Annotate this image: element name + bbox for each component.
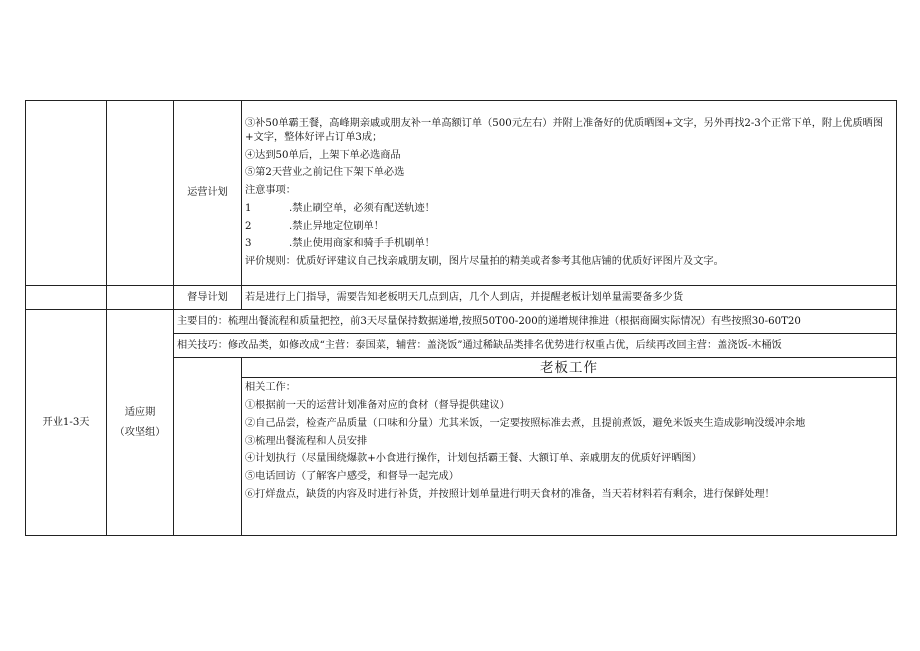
- supervision-plan-text: 若是进行上门指导，需要告知老板明天几点到店，几个人到店，并提醒老板计划单量需要备多少货: [245, 291, 684, 303]
- phase-label-cell: [26, 310, 107, 536]
- note-text: .禁止刷空单，必须有配送轨迹！: [289, 202, 435, 214]
- phase-cell-mid: [26, 286, 107, 310]
- review-rule: 评价规则：优质好评建议自己找亲戚朋友刷，图片尽量拍的精美或者参考其他店铺的优质好评图片及文字。: [245, 256, 724, 268]
- main-goal-text: 主要目的：梳理出餐流程和质量把控，前3天尽量保持数据递增,按照50T00-200的递增规律推进（根据商圈实际情况）有些按照30-60T20: [177, 315, 801, 327]
- operation-plan-content: [242, 101, 897, 286]
- supervision-plan-content: [242, 286, 897, 310]
- note-number: 2: [245, 220, 252, 232]
- boss-work-content: [242, 358, 897, 536]
- tips-text: 相关技巧：修改品类，如修改成“主营：泰国菜，辅营：盖浇饭”通过稀缺品类排名优势进行权重占优，后续再改回主营：盖浇饭-木桶饭: [177, 339, 782, 351]
- boss-item-6: ⑥打烊盘点，缺货的内容及时进行补货，并按照计划单量进行明天食材的准备，当天若材料若有剩余，进行保鲜处理！: [245, 488, 775, 500]
- plan-table: [25, 100, 897, 536]
- boss-item-3: ③梳理出餐流程和人员安排: [245, 435, 368, 447]
- plan-line-5: ⑤第2天营业之前记住下架下单必选: [245, 167, 405, 179]
- period-cell-mid: [107, 286, 174, 310]
- boss-item-5: ⑤电话回访（了解客户感受，和督导一起完成）: [245, 471, 459, 483]
- notes-heading: 注意事项：: [245, 185, 296, 197]
- note-text: .禁止异地定位刷单！: [289, 220, 384, 232]
- note-item-2: [242, 218, 896, 236]
- plan-line-3: ③补50单霸王餐，高峰期亲戚或朋友补一单高额订单（500元左右）并附上准备好的优质晒图+文字，另外再找2-3个正常下单，附上优质晒图+文字，整体好评占订单3成；: [245, 118, 884, 143]
- phase-cell-top: [26, 101, 107, 286]
- boss-work-side-cell: [174, 358, 242, 536]
- note-item-3: [242, 235, 896, 253]
- row-main-goal: [26, 310, 897, 334]
- note-text: .禁止使用商家和骑手手机刷单！: [289, 238, 435, 250]
- boss-item-2: ②自己品尝，检查产品质量（口味和分量）尤其米饭，一定要按照标准去煮，且提前煮饭，避免米饭夹生造成影响没缓冲余地: [245, 417, 806, 429]
- plan-line-4: ④达到50单后，上架下单必选商品: [245, 149, 401, 161]
- supervision-plan-label: [174, 286, 242, 310]
- note-item-1: [242, 200, 896, 218]
- phase-label: 开业1-3天: [42, 416, 90, 428]
- period-label-cell: [107, 310, 174, 536]
- supervision-plan-label-text: 督导计划: [187, 291, 228, 303]
- period-cell-top: [107, 101, 174, 286]
- row-operation-plan: [26, 101, 897, 286]
- period-name: 适应期: [124, 407, 156, 419]
- operation-plan-label-text: 运营计划: [187, 187, 228, 199]
- boss-work-title: 老板工作: [242, 358, 896, 378]
- boss-work-intro: 相关工作：: [245, 382, 296, 394]
- note-number: 1: [245, 202, 252, 214]
- note-number: 3: [245, 238, 252, 250]
- boss-item-4: ④计划执行（尽量围绕爆款+小食进行操作，计划包括霸王餐、大额订单、亲戚朋友的优质好评晒图）: [245, 453, 702, 465]
- period-group: （攻坚组）: [114, 426, 166, 438]
- operation-plan-label: [174, 101, 242, 286]
- boss-item-1: ①根据前一天的运营计划准备对应的食材（督导提供建议）: [245, 399, 510, 411]
- main-goal-cell: [174, 310, 897, 334]
- tips-cell: [174, 334, 897, 358]
- row-supervision-plan: [26, 286, 897, 310]
